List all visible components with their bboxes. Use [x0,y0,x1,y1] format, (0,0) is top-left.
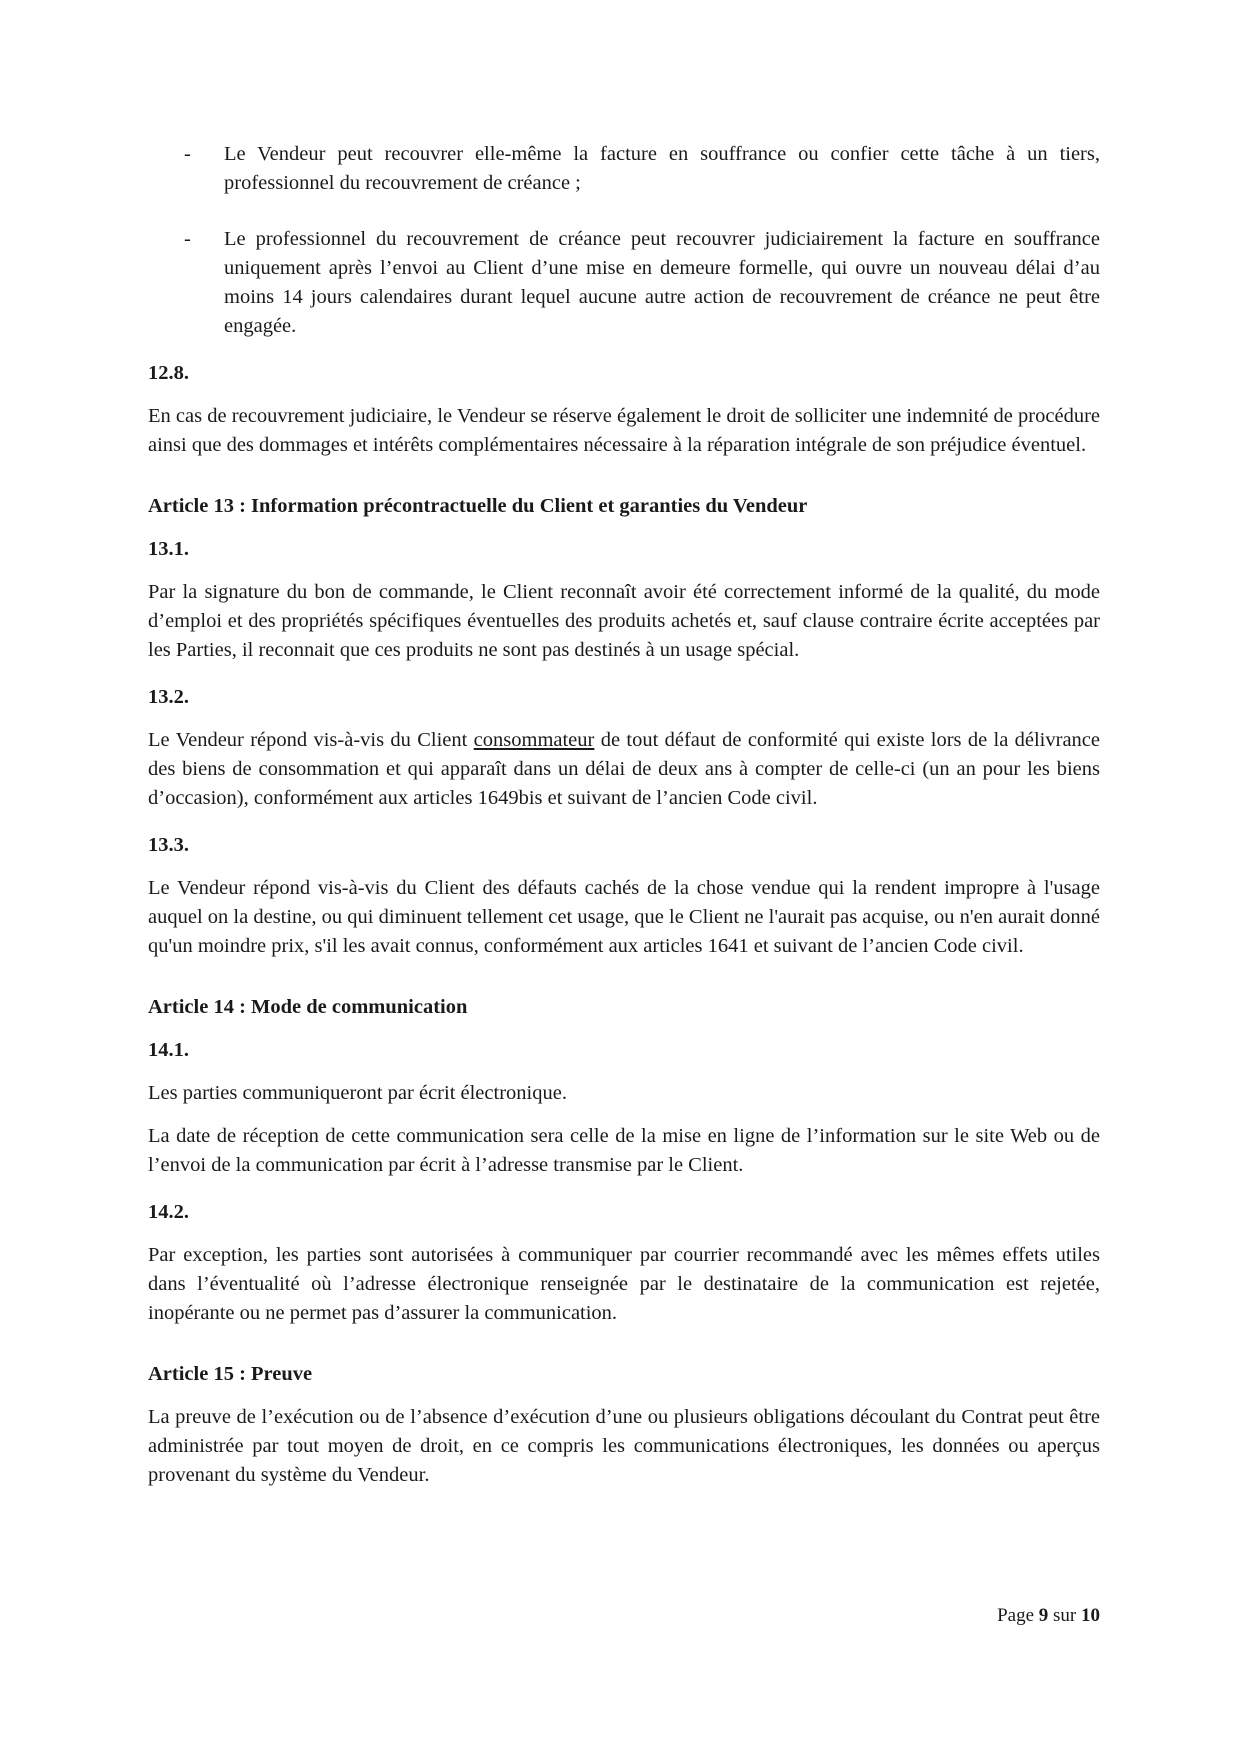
section-text-14-1a: Les parties communiqueront par écrit électronique. [148,1082,567,1104]
section-text-13-2-end: de tout défaut de conformité qui existe lors de la délivrance des biens de consommation et qui apparaît dans un délai de deux ans à compter de celle-ci (un an pour les biens d’occasion), conformément aux articles 1649bis et suivant de l’ancien Code civil. [148,729,1100,809]
section-number-13-1: 13.1. [148,538,189,560]
page-content [148,140,1100,1490]
article-13-heading: Article 13 : Information précontractuelle du Client et garanties du Vendeur [148,495,808,517]
list-item [148,140,1100,198]
section-text-14-1b: La date de réception de cette communication sera celle de la mise en ligne de l’information sur le site Web ou de l’envoi de la communication par écrit à l’adresse transmise par le Client. [148,1125,1100,1176]
list-item [148,225,1100,341]
article-15-heading: Article 15 : Preuve [148,1363,313,1385]
bullet-text: Le professionnel du recouvrement de créance peut recouvrer judiciairement la facture en souffrance uniquement après l’envoi au Client d’une mise en demeure formelle, qui ouvre un nouveau délai d’au moins 14 jours calendaires durant lequel aucune autre action de recouvrement de créance ne peut être engagée. [224,228,1100,337]
page-current: 9 [1038,1605,1049,1626]
section-text-12-8: En cas de recouvrement judiciaire, le Vendeur se réserve également le droit de solliciter une indemnité de procédure ainsi que des dommages et intérêts complémentaires nécessaire à la réparation intégrale de son préjudice éventuel. [148,405,1100,456]
section-text-13-1: Par la signature du bon de commande, le Client reconnaît avoir été correctement informé de la qualité, du mode d’emploi et des propriétés spécifiques éventuelles des produits achetés et, sauf clause contraire écrite acceptées par les Parties, il reconnait que ces produits ne sont pas destinés à un usage spécial. [148,581,1100,661]
section-text-13-2 [148,726,1100,813]
section-number-14-1: 14.1. [148,1039,189,1061]
section-number-13-3: 13.3. [148,834,189,856]
bullet-dash: - [184,143,191,165]
section-number-13-2: 13.2. [148,686,189,708]
bullet-dash: - [184,228,191,250]
section-number-14-2: 14.2. [148,1201,189,1223]
page-total: 10 [1081,1605,1100,1626]
section-text-13-3: Le Vendeur répond vis-à-vis du Client des défauts cachés de la chose vendue qui la rendent impropre à l'usage auquel on la destine, ou qui diminuent tellement cet usage, que le Client ne l'aurait pas acquise, ou n'en aurait donné qu'un moindre prix, s'il les avait connus, conformément aux articles 1641 et suivant de l’ancien Code civil. [148,877,1100,957]
section-text-14-2: Par exception, les parties sont autorisées à communiquer par courrier recommandé avec les mêmes effets utiles dans l’éventualité où l’adresse électronique renseignée par le destinataire de la communication est rejetée, inopérante ou ne permet pas d’assurer la communication. [148,1244,1100,1324]
page-label: Page [997,1605,1035,1626]
section-number-12-8: 12.8. [148,362,189,384]
article-14-heading: Article 14 : Mode de communication [148,996,468,1018]
section-text-15: La preuve de l’exécution ou de l’absence d’exécution d’une ou plusieurs obligations découlant du Contrat peut être administrée par tout moyen de droit, en ce compris les communications électroniques, les données ou aperçus provenant du système du Vendeur. [148,1406,1100,1486]
bullet-text: Le Vendeur peut recouvrer elle-même la facture en souffrance ou confier cette tâche à un tiers, professionnel du recouvrement de créance ; [224,143,1100,194]
of-label: sur [1053,1605,1077,1626]
section-text-13-2-start: Le Vendeur répond vis-à-vis du Client [148,729,474,751]
page-footer [997,1605,1100,1627]
underlined-term: consommateur [473,729,595,751]
